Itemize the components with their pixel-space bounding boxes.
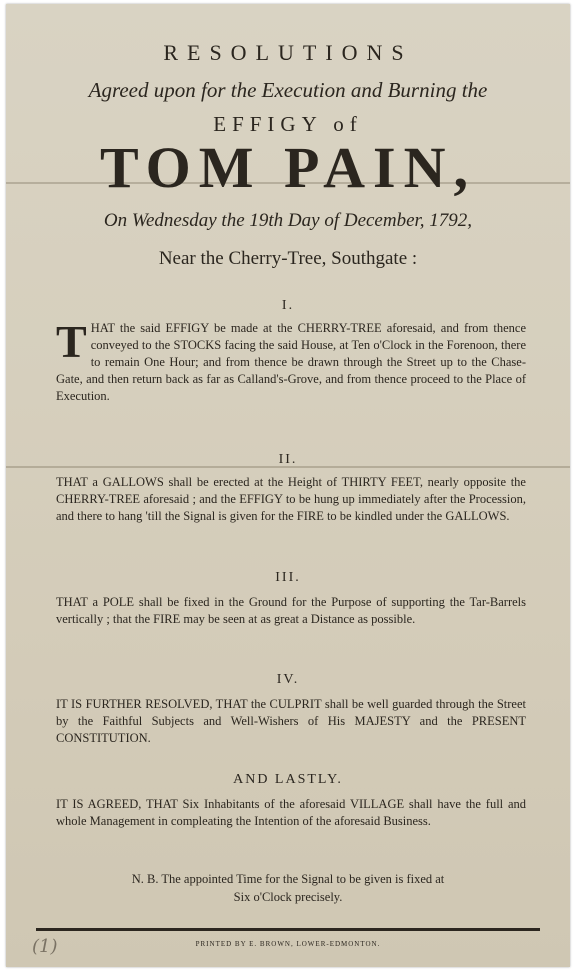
note-line-1: N. B. The appointed Time for the Signal to be given is fixed at [131, 872, 445, 886]
broadside-sheet [6, 4, 570, 967]
section-text: IT IS FURTHER RESOLVED, THAT the CULPRIT shall be well guarded through the Street by the Faithful Subjects and Well-Wishers of His MAJESTY and the PRESENT CONSTITUTION. [56, 697, 526, 745]
event-place: Near the Cherry-Tree, Southgate : [158, 248, 418, 269]
section-numeral: IV. [276, 672, 300, 687]
lastly-text: IT IS AGREED, THAT Six Inhabitants of the aforesaid VILLAGE shall have the full and whole Management in compleating the Intention of the aforesaid Business. [56, 797, 526, 828]
section-numeral: III. [275, 570, 301, 585]
section-body: HAT the said EFFIGY be made at the CHERRY-TREE aforesaid, and from thence conveyed to the STOCKS facing the said House, at Ten o'Clock in the Forenoon, there to remain One Hour; and from thence be drawn through the Street up to the Chase-Gate, and then return back as far as Calland's-Grove, and from thence proceed to the Place of Execution. [56, 321, 526, 403]
title-agreed: Agreed upon for the Execution and Burning the [88, 78, 488, 102]
printer-imprint: PRINTED BY E. BROWN, LOWER-EDMONTON. [195, 940, 381, 948]
section-numeral: II. [278, 452, 298, 467]
title-effigy-of: EFFIGY of [213, 112, 363, 136]
title-resolutions: RESOLUTIONS [163, 40, 413, 65]
section-text: THAT a POLE shall be fixed in the Ground for the Purpose of supporting the Tar-Barrels vertically ; that the FIRE may be seen at as great a Distance as possible. [56, 595, 526, 626]
lastly-heading: AND LASTLY. [233, 772, 343, 787]
note-line-2: Six o'Clock precisely. [233, 890, 343, 904]
event-date: On Wednesday the 19th Day of December, 1792, [103, 210, 473, 231]
section-text: THAT a GALLOWS shall be erected at the Height of THIRTY FEET, nearly opposite the CHERRY-TREE aforesaid ; and the EFFIGY to be hung up immediately after the Procession, and there to hang 'till the Signal is given for the FIRE to be kindled under the GALLOWS. [56, 475, 526, 523]
title-name: TOM PAIN, [100, 135, 476, 200]
pencil-annotation: (1) [32, 936, 58, 957]
section-numeral: I. [281, 298, 295, 313]
section-text [56, 316, 526, 405]
footer-rule [36, 928, 540, 931]
drop-cap: T [56, 316, 87, 367]
